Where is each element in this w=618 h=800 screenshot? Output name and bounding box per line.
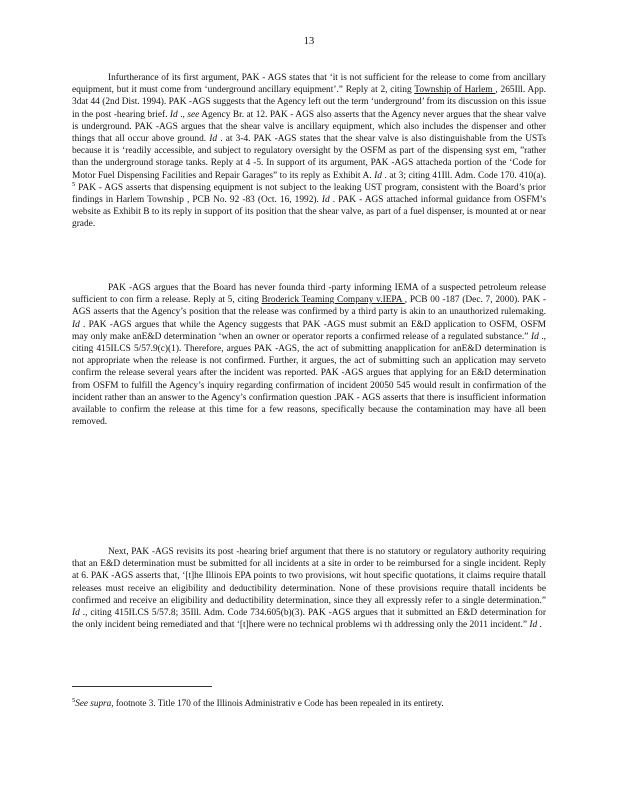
footnote-separator [72, 686, 212, 687]
footnote-marker: 5 [72, 696, 76, 704]
text-run: , PCB 00 -187 (Dec. 7, 2000). PAK -AGS asserts that the Agency’s position that the release was confirmed by a third party is akin to an unauthorized rulemaking. [72, 295, 546, 318]
footnote-text [72, 698, 444, 708]
footnote-marker: 5 [72, 180, 76, 188]
italic-text: see [187, 109, 200, 120]
italic-text: Id [209, 134, 218, 145]
text-run: . at 3; citing 41Ill. Adm. Code 170. 410(a). [381, 170, 546, 181]
paragraph-1 [72, 72, 546, 231]
italic-text: Id [530, 331, 539, 342]
text-run: footnote 3. Title 170 of the Illinois Administrativ e Code has been repealed in its entirety. [113, 698, 444, 708]
italic-text: Id [374, 170, 382, 181]
italic-text: Id [321, 195, 330, 206]
text-run: ., citing 415ILCS 5/57.8; 35Ill. Adm. Code 734.605(b)(3). PAK -AGS argues that it submitted an E&D determination for the only incident being remediated and that ‘[t]here were no technical problems wi th addressing only the 2011 incident.” [72, 608, 546, 631]
italic-text: Id [529, 620, 538, 631]
italic-text: See supra, [75, 698, 114, 708]
text-run: Agency Br. at 12. PAK - AGS also asserts that the Agency never argues that the shear valve is underground. PAK -AGS argues that the shear valve is ancillary equipment, which also includes the dispenser and other things that all occur above ground. [72, 109, 546, 145]
italic-text: Id [72, 608, 80, 619]
italic-text: Id [169, 109, 178, 120]
text-run: . at 3-4. PAK -AGS states that the shear valve is also distinguishable from the USTs because it is ‘readily accessible, and subject to regulatory oversight by the OSFM as part of the dispensing syst em, ”rather than the underground storage tanks. Reply at 4 -5. In support of its argument, PAK -AGS attacheda portion of the ‘Code for Motor Fuel Dispensing Facilities and Repair Garages” to its reply as Exhibit A. [72, 134, 546, 181]
case-citation: Broderick Teaming Company v.IEPA [261, 295, 405, 306]
text-run: . PAK - AGS attached informal guidance from OSFM’s website as Exhibit B to its reply in support of its position that the shear valve, as part of a fuel dispenser, is mounted at or near grade. [72, 195, 547, 230]
text-run: PAK -AGS argues that the Board has never founda third -party informing IEMA of a suspected petroleum release sufficient to con firm a release. Reply at 5, citing [72, 283, 546, 306]
text-run: ., citing 415ILCS 5/57.9(c)(1). Therefore, argues PAK -AGS, the act of submitting anapplication for anE&D determination is not appropriate when the release is not confirmed. Further, it argues, the act of submitting such an application may serveto confirm the release several years after the incident was reported. PAK -AGS argues that applying for an E&D determination from OSFM to fulfill the Agency’s inquiry regarding confirmation of incident 20050 545 would result in confirmation of the incident rather than an answer to the Agency’s confirmation question .PAK - AGS asserts that there is insufficient information available to confirm the release at this time for a few reasons, specifically because the contamination may have all been removed. [72, 331, 546, 428]
paragraph-2 [72, 282, 546, 428]
text-run: PAK - AGS asserts that dispensing equipment is not subject to the leaking UST program, consistent with the Board’s prior findings in Harlem Township , PCB No. 92 -83 (Oct. 16, 1992). [72, 182, 546, 206]
page-number: 13 [303, 36, 315, 47]
text-run: . PAK -AGS argues that while the Agency suggests that PAK -AGS must submit an E&D application to OSFM, OSFM may only make anE&D determination ‘when an owner or operator reports a confirmed release of a regulated substance.” [72, 319, 546, 342]
paragraph-text [72, 546, 546, 631]
text-run: Next, PAK -AGS revisits its post -hearing brief argument that there is no statutory or regulatory authority requiring that an E&D determination must be submitted for all incidents at a site in order to be reimbursed for a single incident. Reply at 6. PAK -AGS asserts that, ‘[t]he Illinois EPA points to two provisions, wit hout specific quotations, it claims require thatall releases must receive an eligibility and deductibility determination. None of these provisions require thatall incidents be confirmed and receive an eligibility and deductibility determination, since they all expressly refer to a single determination.” [72, 547, 546, 606]
italic-text: Id [72, 319, 80, 330]
paragraph-text [72, 72, 546, 231]
paragraph-3 [72, 546, 546, 631]
text-run: , 265Ill. App. 3dat 44 (2nd Dist. 1994). PAK -AGS suggests that the Agency left out the term ‘underground’ from its discussion on this issue in the post -hearing brief. [72, 85, 547, 120]
text-run: . [537, 620, 542, 631]
text-run: ., [177, 109, 188, 120]
text-run: Infurtherance of its first argument, PAK - AGS states that ‘it is not sufficient for the release to come from ancillary equipment, but it must come from ‘underground ancillary equipment’.” Reply at 2, citing [72, 73, 546, 96]
case-citation: Township of Harlem [414, 85, 496, 96]
paragraph-text [72, 282, 546, 428]
footnote-5 [72, 697, 546, 709]
